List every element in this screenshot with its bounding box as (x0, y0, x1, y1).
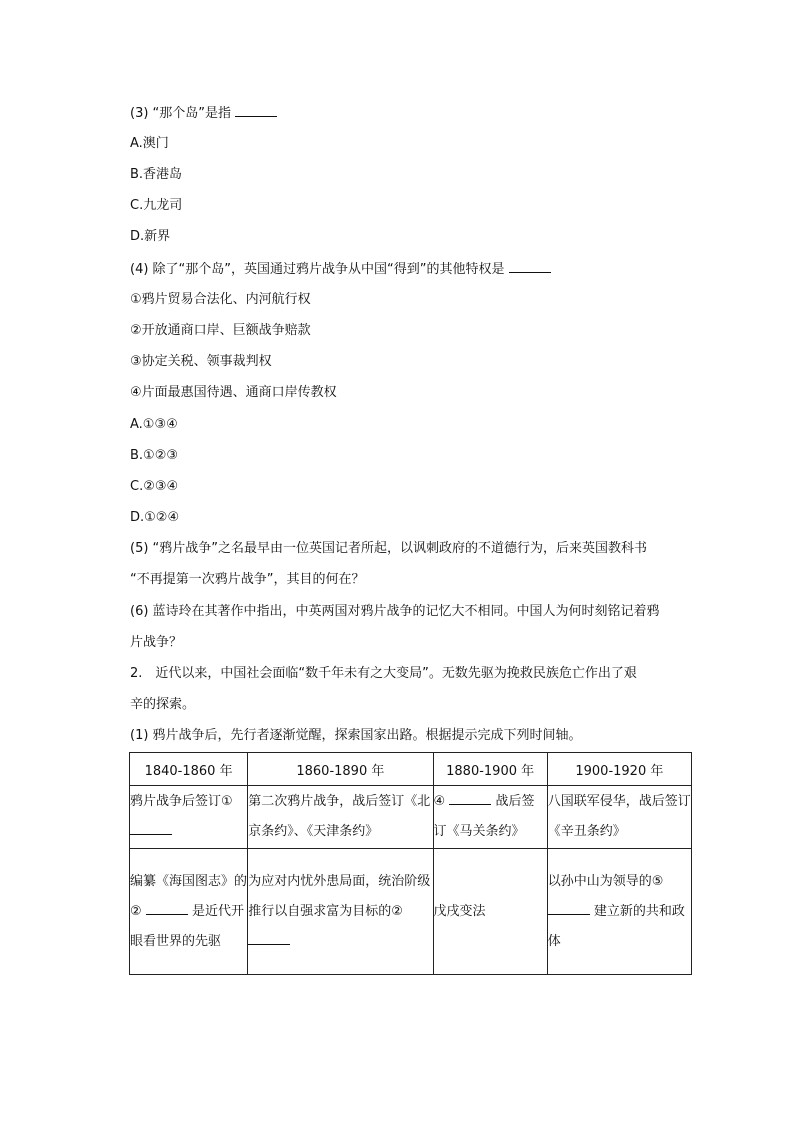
cell-text: 为应对内忧外患局面，统治阶级推行以自强求富为目标的② (248, 873, 431, 919)
question-3 (130, 104, 277, 123)
table-row (130, 786, 692, 849)
question-5-line-1: (5) “鸦片战争”之名最早由一位英国记者所起，以讽刺政府的不道德行为，后来英国教科书 (130, 541, 648, 556)
problem-2-line-2: 辛的探索。 (130, 697, 196, 712)
option-c: C.九龙司 (130, 198, 183, 213)
problem-2-line-1: 2. 近代以来，中国社会面临“数千年未有之大变局”。无数先驱为挽救民族危亡作出了艰 (130, 666, 637, 681)
column-header: 1880-1900 年 (433, 753, 547, 786)
question-5-line-2: “不再提第一次鸦片战争”，其目的何在？ (130, 572, 365, 587)
answer-blank (548, 900, 590, 915)
answer-blank (130, 820, 172, 835)
option-a: A.①③④ (130, 417, 178, 432)
cell-text: 战后签订《马关条约》 (433, 794, 535, 839)
option-d: D.新界 (130, 229, 171, 244)
problem-2-question-1: (1) 鸦片战争后，先行者逐渐觉醒，探索国家出路。根据提示完成下列时间轴。 (130, 728, 582, 743)
option-b: B.①②③ (130, 448, 179, 463)
table-header-row (130, 753, 692, 786)
answer-blank (146, 900, 188, 915)
cell-text: 以孙中山为领导的⑤ (547, 873, 664, 889)
option-d: D.①②④ (130, 510, 180, 525)
table-cell (547, 849, 691, 975)
option-a: A.澳门 (130, 136, 169, 151)
question-6-line-2: 片战争？ (130, 635, 183, 650)
cell-text: ④ (433, 794, 446, 809)
cell-text: 建立新的共和政体 (547, 903, 685, 949)
question-text: (3) “那个岛”是指 (130, 106, 232, 121)
table-cell (130, 786, 248, 849)
statement-4: ④片面最惠国待遇、通商口岸传教权 (130, 385, 337, 400)
table-row (130, 849, 692, 975)
option-b: B.香港岛 (130, 167, 183, 182)
timeline-table (129, 752, 692, 975)
column-header: 1860-1890 年 (248, 753, 433, 786)
cell-text: 鸦片战争后签订① (130, 794, 233, 809)
statement-3: ③协定关税、领事裁判权 (130, 354, 272, 369)
answer-blank (509, 260, 551, 273)
table-cell: 八国联军侵华，战后签订《辛丑条约》 (547, 786, 691, 849)
answer-blank (235, 104, 277, 117)
table-cell: 戊戌变法 (433, 849, 547, 975)
cell-text: 是近代开眼看世界的先驱 (130, 903, 244, 949)
answer-blank (449, 790, 491, 805)
table-cell: 第二次鸦片战争，战后签订《北京条约》、《天津条约》 (248, 786, 433, 849)
statement-1: ①鸦片贸易合法化、内河航行权 (130, 292, 311, 307)
statement-2: ②开放通商口岸、巨额战争赔款 (130, 323, 311, 338)
option-c: C.②③④ (130, 479, 179, 494)
answer-blank (248, 930, 290, 945)
table-cell (130, 849, 248, 975)
question-6-line-1: (6) 蓝诗玲在其著作中指出，中英两国对鸦片战争的记忆大不相同。中国人为何时刻铭记着鸦 (130, 604, 660, 619)
question-text: (4) 除了“那个岛”，英国通过鸦片战争从中国“得到”的其他特权是 (130, 262, 505, 277)
column-header: 1900-1920 年 (547, 753, 691, 786)
table-cell (433, 786, 547, 849)
table-cell (248, 849, 433, 975)
cell-text: ② (130, 903, 142, 919)
question-4 (130, 260, 551, 279)
cell-text: 编纂《海国图志》的 (130, 873, 248, 889)
column-header: 1840-1860 年 (130, 753, 248, 786)
